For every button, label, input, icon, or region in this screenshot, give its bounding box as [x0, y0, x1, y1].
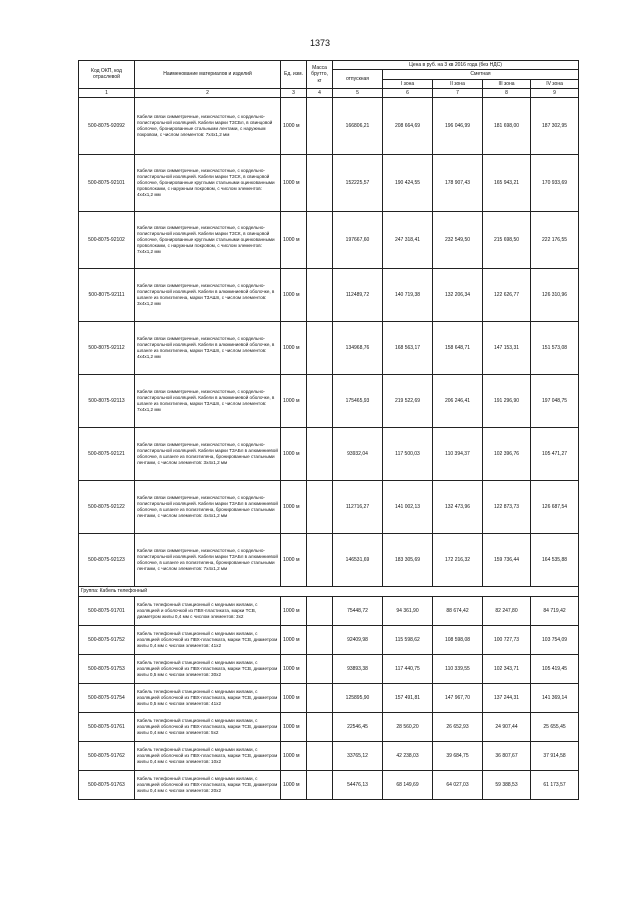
row-zone-4-price: 141 369,14 [531, 684, 579, 713]
row-code: 500-8075-92102 [79, 212, 135, 269]
row-description: Кабели связи симметричные, низкочастотные, с кордельно-полистирольной изоляцией. Кабели марки ТЗСК, в свинцовой оболочке, бронированные круглыми стальными оцинкованными проволоками, с наружным покровом, с числом элементов: 4х4х1,2 мм [135, 155, 281, 212]
row-zone-3-price: 147 153,31 [483, 322, 531, 375]
row-zone-1-price: 168 563,17 [383, 322, 433, 375]
header-zone-3: III зона [483, 79, 531, 88]
column-number-row [79, 88, 579, 97]
row-zone-3-price: 122 873,73 [483, 481, 531, 534]
row-zone-2-price: 232 549,50 [433, 212, 483, 269]
row-zone-1-price: 117 500,03 [383, 428, 433, 481]
row-description: Кабель телефонный станционный с медными жилами, с изоляцией оболочкой из ПВХ-пластиката, марки ТСВ, диаметром жилы 0,5 мм с числом элементов: 30х2 [135, 655, 281, 684]
column-number: 6 [383, 88, 433, 97]
row-mass [307, 212, 333, 269]
row-zone-4-price: 37 914,58 [531, 742, 579, 771]
row-zone-2-price: 110 394,37 [433, 428, 483, 481]
row-zone-2-price: 178 907,43 [433, 155, 483, 212]
row-code: 500-8075-92121 [79, 428, 135, 481]
header-name: Наименование материалов и изделий [135, 61, 281, 89]
row-zone-4-price: 170 933,69 [531, 155, 579, 212]
row-release-price: 175465,93 [333, 375, 383, 428]
table-row [79, 597, 579, 626]
row-zone-1-price: 219 522,69 [383, 375, 433, 428]
row-release-price: 75448,72 [333, 597, 383, 626]
row-zone-4-price: 164 535,88 [531, 534, 579, 587]
row-zone-1-price: 117 440,75 [383, 655, 433, 684]
row-code: 500-8075-92111 [79, 269, 135, 322]
row-zone-4-price: 126 310,96 [531, 269, 579, 322]
row-unit: 1000 м [281, 771, 307, 800]
row-unit: 1000 м [281, 655, 307, 684]
row-description: Кабель телефонный станционный с медными жилами, с изоляцией оболочкой из ПВХ-пластиката, марки ТСВ, диаметром жилы 0,5 мм с числом элементов: 41х2 [135, 684, 281, 713]
row-unit: 1000 м [281, 269, 307, 322]
row-zone-1-price: 28 560,20 [383, 713, 433, 742]
row-code: 500-8075-92113 [79, 375, 135, 428]
page-number: 1373 [309, 38, 331, 48]
row-release-price: 125895,90 [333, 684, 383, 713]
row-code: 500-8075-91762 [79, 742, 135, 771]
row-unit: 1000 м [281, 98, 307, 155]
row-zone-3-price: 215 698,50 [483, 212, 531, 269]
row-zone-1-price: 42 238,03 [383, 742, 433, 771]
row-description: Кабели связи симметричные, низкочастотные, с кордельно-полистирольной изоляцией. Кабели марки ТЗАБл в алюминиевой оболочке, в шланге из полиэтилена, бронированные стальными лентами, с числом элементов: 7х4х1,2 мм [135, 534, 281, 587]
row-mass [307, 742, 333, 771]
row-mass [307, 375, 333, 428]
row-unit: 1000 м [281, 597, 307, 626]
header-zone-2: II зона [433, 79, 483, 88]
row-mass [307, 597, 333, 626]
row-zone-1-price: 94 361,90 [383, 597, 433, 626]
table-row [79, 375, 579, 428]
row-unit: 1000 м [281, 212, 307, 269]
column-number: 5 [333, 88, 383, 97]
row-zone-4-price: 126 687,54 [531, 481, 579, 534]
row-zone-1-price: 115 598,62 [383, 626, 433, 655]
row-zone-1-price: 208 664,69 [383, 98, 433, 155]
row-zone-2-price: 206 246,41 [433, 375, 483, 428]
header-unit: Ед. изм. [281, 61, 307, 89]
column-number: 2 [135, 88, 281, 97]
row-zone-3-price: 159 736,44 [483, 534, 531, 587]
row-zone-2-price: 132 206,34 [433, 269, 483, 322]
row-code: 500-8075-91754 [79, 684, 135, 713]
row-zone-3-price: 165 943,21 [483, 155, 531, 212]
row-code: 500-8075-92122 [79, 481, 135, 534]
row-mass [307, 269, 333, 322]
row-zone-3-price: 102 396,76 [483, 428, 531, 481]
row-zone-4-price: 105 471,27 [531, 428, 579, 481]
group-label: Группа: Кабель телефонный [79, 587, 579, 597]
row-mass [307, 684, 333, 713]
row-release-price: 134968,76 [333, 322, 383, 375]
row-release-price: 33765,12 [333, 742, 383, 771]
row-zone-2-price: 64 027,03 [433, 771, 483, 800]
row-unit: 1000 м [281, 428, 307, 481]
table-row [79, 713, 579, 742]
table-row [79, 626, 579, 655]
row-code: 500-8075-91701 [79, 597, 135, 626]
column-number: 8 [483, 88, 531, 97]
row-zone-3-price: 181 698,00 [483, 98, 531, 155]
header-estimate: Сметная [383, 70, 579, 79]
row-zone-3-price: 122 626,77 [483, 269, 531, 322]
row-release-price: 146531,69 [333, 534, 383, 587]
row-code: 500-8075-92112 [79, 322, 135, 375]
table-row [79, 212, 579, 269]
row-zone-3-price: 191 296,90 [483, 375, 531, 428]
row-description: Кабели связи симметричные, низкочастотные, с кордельно-полистирольной изоляцией. Кабели марки ТЗАБл в алюминиевой оболочке, в шланге из полиэтилена, бронированные стальными лентами, с числом элементов: 3х4х1,2 мм [135, 428, 281, 481]
row-release-price: 166806,21 [333, 98, 383, 155]
table-row [79, 534, 579, 587]
row-zone-4-price: 197 048,75 [531, 375, 579, 428]
row-release-price: 112489,72 [333, 269, 383, 322]
price-table [78, 60, 579, 800]
row-unit: 1000 м [281, 684, 307, 713]
row-release-price: 22546,45 [333, 713, 383, 742]
table-row [79, 771, 579, 800]
row-mass [307, 534, 333, 587]
row-code: 500-8075-91753 [79, 655, 135, 684]
row-zone-1-price: 157 491,81 [383, 684, 433, 713]
row-zone-2-price: 88 674,42 [433, 597, 483, 626]
row-zone-4-price: 103 754,09 [531, 626, 579, 655]
row-zone-2-price: 147 967,70 [433, 684, 483, 713]
row-zone-1-price: 68 149,69 [383, 771, 433, 800]
table-row [79, 428, 579, 481]
row-unit: 1000 м [281, 375, 307, 428]
table-row [79, 481, 579, 534]
row-code: 500-8075-92092 [79, 98, 135, 155]
row-zone-1-price: 141 002,13 [383, 481, 433, 534]
row-unit: 1000 м [281, 626, 307, 655]
row-zone-2-price: 26 652,93 [433, 713, 483, 742]
table-row [79, 742, 579, 771]
table-row [79, 98, 579, 155]
row-mass [307, 428, 333, 481]
row-description: Кабель телефонный станционный с медными жилами, с изоляцией оболочкой из ПВХ-пластиката, марки ТСВ, диаметром жилы 0,4 мм с числом элементов: 5х2 [135, 713, 281, 742]
row-code: 500-8075-91763 [79, 771, 135, 800]
row-zone-3-price: 82 247,80 [483, 597, 531, 626]
row-zone-1-price: 247 318,41 [383, 212, 433, 269]
row-mass [307, 713, 333, 742]
row-release-price: 54476,13 [333, 771, 383, 800]
row-zone-4-price: 222 176,55 [531, 212, 579, 269]
row-release-price: 152225,57 [333, 155, 383, 212]
row-zone-4-price: 105 419,45 [531, 655, 579, 684]
row-mass [307, 322, 333, 375]
row-unit: 1000 м [281, 322, 307, 375]
row-description: Кабели связи симметричные, низкочастотные, с кордельно-полистирольной изоляцией. Кабели в алюминиевой оболочке, в шланге из полиэтилена, марки ТЗАШп, с числом элементов: 3х4х1,2 мм [135, 269, 281, 322]
row-zone-2-price: 108 598,08 [433, 626, 483, 655]
row-description: Кабель телефонный станционный с медными жилами, с изоляцией оболочкой из ПВХ-пластиката, марки ТСВ, диаметром жилы 0,4 мм с числом элементов: 20х2 [135, 771, 281, 800]
row-code: 500-8075-92123 [79, 534, 135, 587]
row-unit: 1000 м [281, 155, 307, 212]
column-number: 4 [307, 88, 333, 97]
row-zone-2-price: 132 473,96 [433, 481, 483, 534]
row-zone-3-price: 137 244,31 [483, 684, 531, 713]
row-zone-2-price: 172 216,32 [433, 534, 483, 587]
row-zone-3-price: 24 907,44 [483, 713, 531, 742]
row-zone-4-price: 84 719,42 [531, 597, 579, 626]
header-mass: Масса брутто, кг [307, 61, 333, 89]
row-mass [307, 155, 333, 212]
row-description: Кабели связи симметричные, низкочастотные, с кордельно-полистирольной изоляцией. Кабели в алюминиевой оболочке, в шланге из полиэтилена, марки ТЗАШп, с числом элементов: 4х4х1,2 мм [135, 322, 281, 375]
header-code: Код ОКП, код отраслевой [79, 61, 135, 89]
row-zone-3-price: 102 343,71 [483, 655, 531, 684]
row-unit: 1000 м [281, 534, 307, 587]
row-description: Кабель телефонный станционный с медными жилами, с изоляцией и оболочкой из ПВХ-пластиката, марки ТСВ, диаметром жилы 0,4 мм с числом элементов: 3х2 [135, 597, 281, 626]
row-release-price: 92409,98 [333, 626, 383, 655]
row-unit: 1000 м [281, 481, 307, 534]
row-zone-3-price: 59 388,53 [483, 771, 531, 800]
header-price-group: Цена в руб. на 3 кв 2016 года (без НДС) [333, 61, 579, 70]
row-zone-4-price: 187 302,95 [531, 98, 579, 155]
table-row [79, 322, 579, 375]
row-mass [307, 771, 333, 800]
row-release-price: 197667,60 [333, 212, 383, 269]
column-number: 3 [281, 88, 307, 97]
row-zone-1-price: 190 424,55 [383, 155, 433, 212]
row-zone-1-price: 183 305,69 [383, 534, 433, 587]
row-zone-4-price: 151 573,08 [531, 322, 579, 375]
row-code: 500-8075-91752 [79, 626, 135, 655]
row-release-price: 112716,27 [333, 481, 383, 534]
row-zone-2-price: 39 684,75 [433, 742, 483, 771]
group-row [79, 587, 579, 597]
row-zone-2-price: 158 648,71 [433, 322, 483, 375]
column-number: 9 [531, 88, 579, 97]
row-zone-2-price: 110 339,55 [433, 655, 483, 684]
header-zone-4: IV зона [531, 79, 579, 88]
column-number: 7 [433, 88, 483, 97]
header-release: отпускная [333, 70, 383, 89]
row-mass [307, 98, 333, 155]
row-description: Кабели связи симметричные, низкочастотные, с кордельно-полистирольной изоляцией. Кабели марки ТЗСБл, в свинцовой оболочке, бронированные стальными лентами, с наружным покровом, с числом элементов: 7х4х1,2 мм [135, 98, 281, 155]
table-row [79, 684, 579, 713]
row-unit: 1000 м [281, 713, 307, 742]
row-mass [307, 481, 333, 534]
row-code: 500-8075-92101 [79, 155, 135, 212]
row-description: Кабель телефонный станционный с медными жилами, с изоляцией оболочкой из ПВХ-пластиката, марки ТСВ, диаметром жилы 0,4 мм с числом элементов: 41х2 [135, 626, 281, 655]
row-zone-4-price: 25 655,45 [531, 713, 579, 742]
table-row [79, 155, 579, 212]
column-number: 1 [79, 88, 135, 97]
row-unit: 1000 м [281, 742, 307, 771]
row-mass [307, 626, 333, 655]
row-mass [307, 655, 333, 684]
row-description: Кабели связи симметричные, низкочастотные, с кордельно-полистирольной изоляцией. Кабели в алюминиевой оболочке, в шланге из полиэтилена, марки ТЗАШп, с числом элементов: 7х4х1,2 мм [135, 375, 281, 428]
row-zone-3-price: 36 807,67 [483, 742, 531, 771]
row-zone-1-price: 140 719,38 [383, 269, 433, 322]
row-description: Кабели связи симметричные, низкочастотные, с кордельно-полистирольной изоляцией. Кабели марки ТЗСК, в свинцовой оболочке, бронированные круглыми стальными оцинкованными проволоками, с наружным покровом, с числом элементов: 7х4х1,2 мм [135, 212, 281, 269]
row-zone-2-price: 196 046,99 [433, 98, 483, 155]
row-zone-4-price: 61 173,57 [531, 771, 579, 800]
header-zone-1: I зона [383, 79, 433, 88]
row-zone-3-price: 100 727,73 [483, 626, 531, 655]
table-row [79, 655, 579, 684]
table-row [79, 269, 579, 322]
row-release-price: 93932,04 [333, 428, 383, 481]
row-description: Кабели связи симметричные, низкочастотные, с кордельно-полистирольной изоляцией. Кабели марки ТЗАБл в алюминиевой оболочке, в шланге из полиэтилена, бронированные стальными лентами, с числом элементов: 4х4х1,2 мм [135, 481, 281, 534]
row-code: 500-8075-91761 [79, 713, 135, 742]
row-description: Кабель телефонный станционный с медными жилами, с изоляцией оболочкой из ПВХ-пластиката, марки ТСВ, диаметром жилы 0,4 мм с числом элементов: 10х2 [135, 742, 281, 771]
row-release-price: 93893,38 [333, 655, 383, 684]
